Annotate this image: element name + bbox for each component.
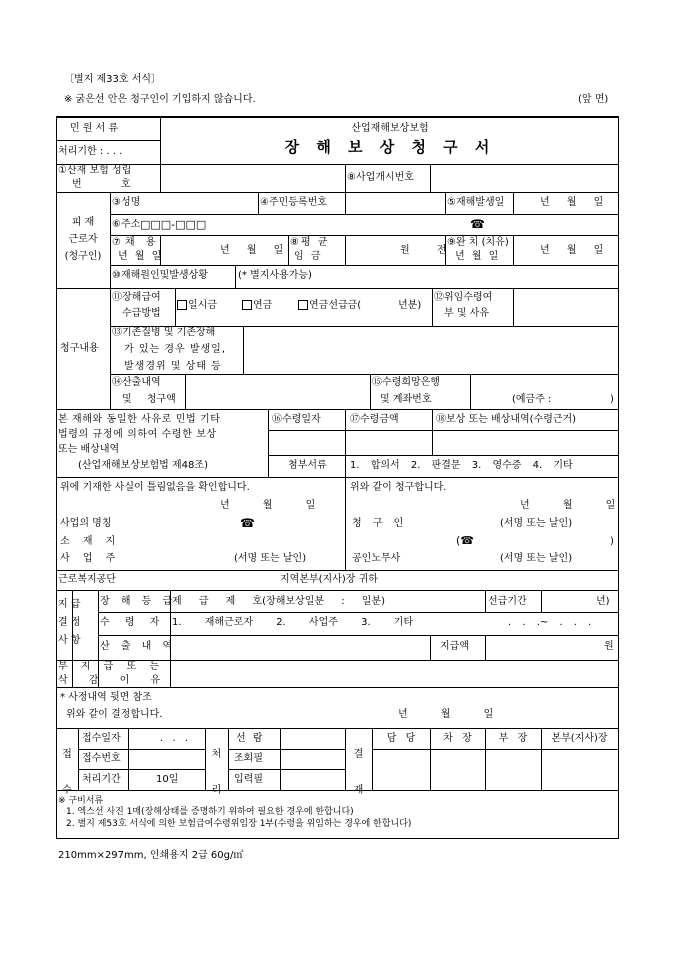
divider bbox=[56, 687, 618, 688]
ins-no-label: 번 호 bbox=[72, 179, 149, 190]
divider bbox=[228, 728, 229, 790]
hire-label: ⑦채 용 bbox=[112, 237, 160, 248]
divider bbox=[513, 288, 514, 326]
divider bbox=[243, 326, 244, 374]
divider bbox=[268, 455, 618, 456]
recipient-label: 수 령 자 bbox=[100, 617, 166, 628]
approval-manager: 부 장 bbox=[498, 733, 528, 744]
receipt-side: 접 수 bbox=[62, 749, 72, 796]
method-label: 수급방법 bbox=[122, 308, 161, 319]
divider bbox=[268, 409, 269, 477]
addr-label: ⑥주소 bbox=[112, 219, 141, 230]
divider bbox=[541, 590, 542, 612]
phone-icon: ☎ bbox=[470, 217, 485, 231]
period-dates: . . .~ . . . bbox=[508, 617, 592, 628]
lump-checkbox[interactable] bbox=[177, 300, 187, 310]
cure-label: 년 월 일 bbox=[455, 251, 499, 262]
divider bbox=[175, 288, 176, 326]
divider bbox=[56, 164, 618, 165]
grade-label: 장 해 등 급 bbox=[100, 596, 177, 607]
prior-label: ⑬기존질병 및 기존장해 bbox=[112, 327, 216, 338]
proc-period-value: 10일 bbox=[156, 774, 179, 785]
divider bbox=[170, 660, 171, 687]
divider bbox=[430, 164, 431, 192]
civil-label: 법령의 규정에 의하여 수령한 보상 bbox=[58, 429, 217, 440]
employer-sign: (서명 또는 날인) bbox=[234, 553, 307, 564]
divider bbox=[345, 164, 346, 192]
name-label: ③성명 bbox=[112, 197, 141, 208]
divider bbox=[445, 192, 446, 214]
divider bbox=[432, 288, 433, 326]
form-number: 〔별지 제33호 서식〕 bbox=[64, 74, 162, 85]
divider bbox=[56, 570, 618, 571]
divider bbox=[345, 455, 346, 477]
biz-start-label: ⑧사업개시번호 bbox=[347, 172, 414, 183]
divider bbox=[128, 728, 129, 790]
divider bbox=[160, 117, 161, 164]
divider bbox=[345, 235, 346, 265]
divider bbox=[268, 430, 618, 431]
wage-label: 임 금 bbox=[294, 251, 323, 262]
prior-label: 가 있는 경우 발생일, bbox=[124, 344, 226, 355]
cause-label: ⑩재해원인및발생상황 bbox=[112, 270, 208, 281]
divider bbox=[228, 769, 345, 770]
divider bbox=[288, 235, 289, 265]
cause-note: (* 별지사용가능) bbox=[238, 270, 312, 281]
option-lump-sum[interactable]: 일시금 bbox=[177, 300, 217, 312]
divider bbox=[513, 235, 514, 265]
advance-checkbox[interactable] bbox=[298, 300, 308, 310]
cure-label: ⑨완 치 (치유) bbox=[447, 237, 509, 248]
approval-director: 본부(지사)장 bbox=[551, 733, 608, 744]
divider bbox=[185, 374, 186, 409]
divider bbox=[345, 409, 346, 455]
divider bbox=[56, 409, 618, 410]
divider bbox=[98, 635, 618, 636]
divider bbox=[56, 790, 618, 791]
divider bbox=[513, 192, 514, 214]
divider bbox=[110, 374, 618, 375]
divider bbox=[345, 192, 346, 214]
divider bbox=[372, 749, 618, 750]
rrn-label: ④주민등록번호 bbox=[260, 197, 327, 208]
decided-text: 위와 같이 결정합니다. bbox=[66, 709, 163, 720]
civil-doc-label: 민 원 서 류 bbox=[70, 123, 119, 134]
recv-date-label: 접수일자 bbox=[82, 733, 121, 744]
divider bbox=[370, 374, 371, 409]
doc-item: 1. 엑스선 사진 1매(장해상태를 증명하기 위하여 필요한 경우에 한합니다) bbox=[66, 807, 354, 817]
employer-label: 사 업 주 bbox=[60, 553, 116, 564]
basis-label: ⑱보상 또는 배상내역(수령근거) bbox=[436, 414, 577, 425]
decided-date: 년 월 일 bbox=[398, 709, 494, 720]
divider bbox=[228, 749, 345, 750]
view-label: 선 람 bbox=[236, 733, 263, 744]
reason-note: * 사정내역 뒷면 참조 bbox=[60, 692, 152, 703]
bank-label: 및 계좌번호 bbox=[380, 394, 432, 405]
reject-label: 삭 감 이 유 bbox=[58, 675, 170, 686]
phone-close: ) bbox=[610, 536, 614, 547]
claim-head: 위와 같이 청구합니다. bbox=[350, 482, 447, 493]
form-note: ※ 굵은선 안은 청구인이 기입하지 않습니다. bbox=[64, 94, 256, 105]
delegate-label: ⑫위임수령여 bbox=[434, 292, 493, 303]
phone-paren: (☎ bbox=[456, 534, 474, 547]
recv-date-dots: . . . bbox=[160, 733, 188, 744]
page-title: 장 해 보 상 청 구 서 bbox=[284, 138, 496, 156]
input-label: 입력필 bbox=[234, 774, 263, 785]
ins-no-label: ①산재 보험 성립 bbox=[58, 165, 132, 176]
worker-section: 피 재 근로자 (청구인) bbox=[64, 217, 102, 262]
recv-date-label: ⑯수령일자 bbox=[272, 414, 321, 425]
delegate-label: 부 및 사유 bbox=[444, 308, 489, 319]
pension-checkbox[interactable] bbox=[242, 300, 252, 310]
period-value: 년) bbox=[596, 596, 610, 607]
divider bbox=[110, 192, 111, 288]
location-label: 소 재 지 bbox=[60, 536, 116, 547]
divider bbox=[56, 728, 618, 729]
accident-date-value: 년 월 일 bbox=[540, 197, 604, 208]
page-side: (앞 면) bbox=[578, 94, 609, 105]
approval-side: 결 재 bbox=[353, 749, 364, 796]
attorney-sign: (서명 또는 날인) bbox=[500, 553, 573, 564]
option-advance[interactable]: 연금선급금( bbox=[298, 300, 361, 312]
calc-label: ⑭산출내역 bbox=[112, 377, 161, 388]
divider bbox=[345, 477, 346, 570]
hire-label: 년 월 일 bbox=[118, 251, 162, 262]
divider bbox=[485, 635, 486, 660]
period-label: 선급기간 bbox=[488, 596, 527, 607]
divider bbox=[110, 235, 618, 236]
recv-no-label: 접수번호 bbox=[82, 753, 121, 764]
method-label: ⑪장해급여 bbox=[112, 292, 161, 303]
civil-label: 본 재해와 동일한 사유로 민법 기타 bbox=[58, 414, 221, 425]
agency-name: 근로복지공단 bbox=[58, 574, 116, 585]
deadline-label: 처리기한 : . . . bbox=[58, 146, 123, 157]
depositor-close: ) bbox=[610, 394, 614, 405]
divider bbox=[56, 140, 160, 141]
calc-detail-label: 산 출 내 역 bbox=[100, 641, 177, 652]
divider bbox=[470, 374, 471, 409]
approval-deputy: 차 장 bbox=[443, 733, 472, 744]
form-subtitle: 산업재해보상보험 bbox=[351, 123, 429, 134]
prior-label: 발생경위 및 상태 등 bbox=[124, 361, 222, 372]
labor-attorney-label: 공인노무사 bbox=[352, 553, 401, 564]
postal-boxes: □□□-□□□ bbox=[140, 218, 207, 231]
civil-label: (산업재해보상보험법 제48조) bbox=[78, 460, 208, 471]
divider bbox=[78, 749, 205, 750]
phone-icon: ☎ bbox=[240, 516, 255, 530]
recipient-options: 1. 재해근로자 2. 사업주 3. 기타 bbox=[172, 617, 414, 628]
divider bbox=[78, 728, 79, 790]
divider bbox=[430, 635, 431, 660]
divider bbox=[235, 265, 236, 288]
frame-right bbox=[618, 116, 619, 838]
option-year: 년분) bbox=[398, 300, 422, 311]
calc-label: 및 청구액 bbox=[122, 394, 176, 405]
divider bbox=[160, 164, 161, 192]
decision-side: 지 급 결 정 사 항 bbox=[58, 599, 81, 646]
claim-date: 년 월 일 bbox=[520, 500, 616, 511]
claimant-label: 청 구 인 bbox=[352, 518, 404, 529]
claimant-sign: (서명 또는 날인) bbox=[500, 518, 573, 529]
bank-label: ⑮수령희망은행 bbox=[372, 377, 440, 388]
recv-amount-label: ⑰수령금액 bbox=[350, 414, 399, 425]
divider bbox=[258, 192, 259, 214]
divider bbox=[110, 265, 618, 266]
attach-label: 첨부서류 bbox=[288, 460, 327, 471]
divider bbox=[56, 660, 57, 687]
divider bbox=[56, 192, 618, 193]
option-pension[interactable]: 연금 bbox=[242, 300, 272, 312]
civil-label: 또는 배상내역 bbox=[58, 444, 120, 455]
divider bbox=[98, 612, 618, 613]
approval-staff: 담 당 bbox=[386, 733, 416, 744]
grade-value: 제 급 제 호(장해보상일분 : 일분) bbox=[172, 596, 385, 607]
divider bbox=[78, 769, 205, 770]
cure-date-value: 년 월 일 bbox=[540, 245, 604, 256]
divider bbox=[56, 288, 618, 289]
reject-label: 부 지 급 또 는 bbox=[58, 661, 165, 672]
divider bbox=[56, 590, 618, 591]
docs-title: ※ 구비서류 bbox=[58, 796, 104, 806]
depositor-label: (예금주 : bbox=[512, 394, 552, 405]
claim-section: 청구내용 bbox=[60, 343, 99, 354]
paper-spec: 210mm×297mm, 인쇄용지 2급 60g/㎡ bbox=[58, 850, 244, 861]
wage-label: ⑧평 균 bbox=[290, 237, 330, 248]
hire-date-value: 년 월 일 bbox=[220, 245, 284, 256]
divider bbox=[432, 409, 433, 455]
inquiry-label: 조회필 bbox=[234, 753, 263, 764]
frame-bottom bbox=[56, 838, 619, 839]
wage-unit: 원 전 bbox=[400, 245, 447, 256]
confirm-head: 위에 기재한 사실이 틀림없음을 확인합니다. bbox=[60, 482, 250, 493]
proc-period-label: 처리기간 bbox=[82, 774, 121, 785]
confirm-date: 년 월 일 bbox=[220, 500, 316, 511]
amount-label: 지급액 bbox=[440, 641, 469, 652]
proc-side: 처 리 bbox=[211, 749, 222, 796]
amount-unit: 원 bbox=[604, 641, 614, 652]
divider bbox=[56, 477, 618, 478]
frame-top bbox=[56, 116, 618, 118]
divider bbox=[110, 214, 618, 215]
accident-date-label: ⑤재해발생일 bbox=[447, 197, 505, 208]
doc-item: 2. 별지 제53호 서식에 의한 보험급여수령위임장 1부(수령을 위임하는 경우에 한합니다) bbox=[66, 819, 412, 829]
biz-name-label: 사업의 명칭 bbox=[60, 518, 112, 529]
divider bbox=[110, 288, 111, 409]
divider bbox=[485, 590, 486, 612]
divider bbox=[280, 728, 281, 790]
attach-list: 1. 합의서 2. 판결문 3. 영수증 4. 기타 bbox=[350, 460, 573, 471]
branch-name: 지역본부(지사)장 귀하 bbox=[280, 574, 378, 585]
